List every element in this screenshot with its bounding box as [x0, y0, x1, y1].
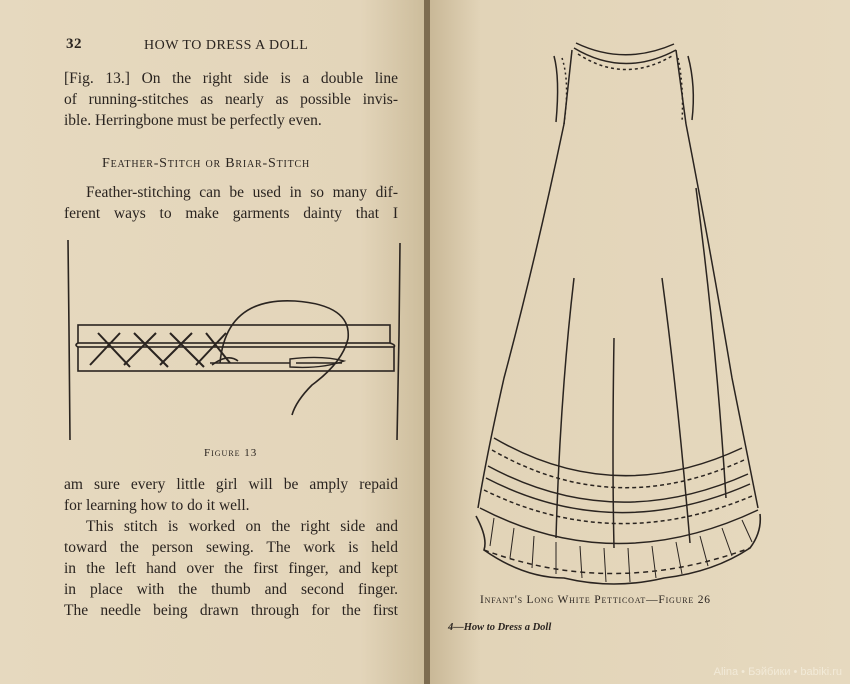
figure-26-caption: Infant's Long White Petticoat—Figure 26: [480, 594, 711, 606]
paragraph-4-cont: [64, 537, 398, 621]
figure-13-caption: Figure 13: [204, 447, 258, 459]
watermark-text: Alina • Бэйбики • babiki.ru: [713, 666, 842, 678]
paragraph-line: am sure every little girl will be amply repaid: [64, 476, 398, 493]
paragraph-line: toward the person sewing. The work is held: [64, 539, 398, 556]
paragraph-line: for learning how to do it well.: [64, 497, 250, 514]
paragraph-line: in place with the thumb and second finger.: [64, 581, 398, 598]
paragraph-line: ible. Herringbone must be perfectly even.: [64, 112, 322, 129]
paragraph-1: [64, 68, 398, 131]
paragraph-2: [86, 182, 398, 203]
running-title: HOW TO DRESS A DOLL: [144, 38, 309, 53]
paragraph-line: of running-stitches as nearly as possible invis-: [64, 91, 398, 108]
paragraph-3: [64, 474, 398, 516]
paragraph-4: [86, 516, 398, 537]
figure-13-illustration: [60, 235, 410, 450]
paragraph-line: The needle being drawn through for the first: [64, 602, 398, 619]
page-footer: 4—How to Dress a Doll: [448, 622, 552, 633]
page-number: 32: [66, 36, 82, 52]
section-heading: Feather-Stitch or Briar-Stitch: [102, 156, 311, 171]
paragraph-line: ferent ways to make garments dainty that I: [64, 205, 398, 222]
paragraph-line: Feather-stitching can be used in so many dif-: [86, 184, 398, 201]
paragraph-line: [Fig. 13.] On the right side is a double line: [64, 70, 398, 87]
petticoat-illustration: [464, 38, 764, 588]
paragraph-2-cont: [64, 203, 398, 224]
paragraph-line: This stitch is worked on the right side and: [86, 518, 398, 535]
paragraph-line: in the left hand over the first finger, and kept: [64, 560, 398, 577]
